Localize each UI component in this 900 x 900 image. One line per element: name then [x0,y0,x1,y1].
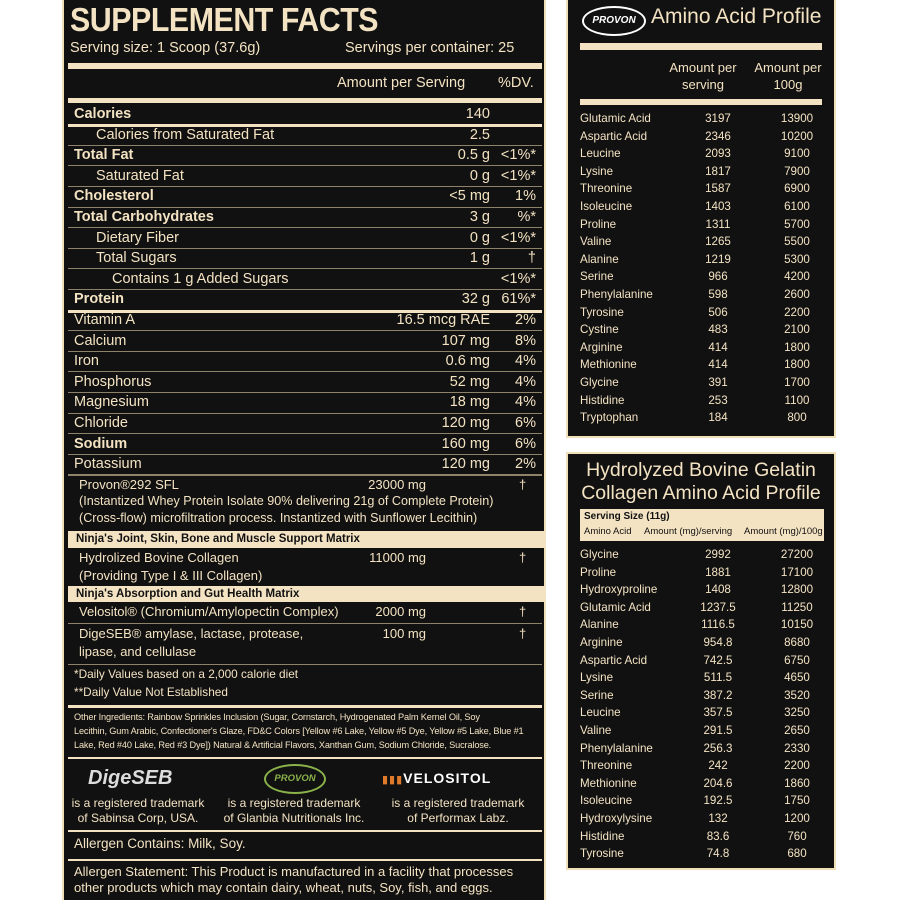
amino-serving: 253 [708,393,728,407]
allergen-contains: Allergen Contains: Milk, Soy. [74,836,246,851]
amino-row [580,374,830,392]
amino-title-rule [580,43,822,50]
amino-name: Histidine [580,393,625,407]
amino-row [580,599,830,617]
nutrient-row [68,248,542,269]
amino-per100: 8680 [784,636,810,649]
nutrient-name: Iron [74,353,99,370]
panel-title: SUPPLEMENT FACTS [70,1,379,38]
nutrient-row [68,104,542,125]
nutrient-amount: 2.5 [469,126,490,143]
amino-row [580,722,830,740]
amino-row [580,810,830,828]
nutrient-name: Contains 1 g Added Sugars [112,270,289,287]
amino-serving: 1219 [705,252,731,266]
amino-serving: 291.5 [703,724,733,737]
provon-dv: † [519,477,527,492]
amino-name: Alanine [580,252,619,266]
nutrient-amount: 120 mg [441,415,490,431]
nutrient-amount: 0 g [469,229,490,246]
matrix1-title: Ninja's Joint, Skin, Bone and Muscle Support Matrix [68,531,546,548]
amino-name: Valine [580,235,612,249]
amino-name: Threonine [580,759,633,773]
amino-per100: 1860 [784,776,810,790]
amino-row [580,775,830,793]
nutrient-name: Cholesterol [74,188,154,205]
amino-per100: 1750 [784,794,810,808]
nutrient-amount: 3 g [469,209,490,225]
nutrient-amount: 32 g [461,291,490,308]
nutrient-amount: 120 mg [441,456,490,473]
amino-per100: 11250 [781,600,813,614]
amino-name: Phenylalanine [580,741,653,755]
amino-per100: 2600 [784,288,810,301]
velositol-dv: † [519,604,527,619]
amino-serving: 1881 [705,565,731,579]
amino-serving: 511.5 [703,671,733,685]
amino-serving: 1403 [705,200,731,213]
nutrient-name: Magnesium [74,394,149,411]
amino-row [580,145,830,163]
amino-serving: 1116.5 [701,618,735,632]
amino-name: Methionine [580,776,637,790]
amino-row [580,128,830,146]
row-divider [68,475,542,476]
amino-serving: 598 [708,288,728,301]
amino-per100: 800 [787,411,807,425]
amino-serving: 357.5 [703,706,733,720]
amino-row [580,110,830,128]
nutrient-amount: 16.5 mcg RAE [396,312,490,328]
digeseb-logo-text: DigeSEB [88,767,173,789]
amino-row [580,321,830,339]
nutrient-amount: 0.5 g [457,147,490,164]
amino-row [580,828,830,846]
other-ingredients-3: Lake, Red #40 Lake, Red #3 Dye]) Natural & Artificial Flavors, Xanthan Gum, Sodium Chloride, Sucralose. [74,740,492,750]
amino-name: Aspartic Acid [580,129,648,143]
collagen-name: Hydrolized Bovine Collagen [79,550,239,565]
amino-row [580,392,830,410]
amino-name: Alanine [580,618,619,632]
footnote-not-established: **Daily Value Not Established [74,685,228,699]
amino-name: Serine [580,270,614,284]
collagen-title-2: Collagen Amino Acid Profile [581,482,821,504]
amino-row [580,845,830,863]
nutrient-amount: 107 mg [441,332,490,349]
amino-name: Isoleucine [580,200,633,213]
nutrient-row [68,166,542,187]
nutrient-dv: 4% [515,373,536,390]
amino-per100: 9100 [784,147,810,161]
amino-per100: 1700 [784,376,810,389]
collagen-col0-header: Amino Acid [584,526,632,537]
trademarks-rule [68,830,542,832]
amino-row [580,268,830,286]
nutrient-row [68,310,542,331]
amino-row [580,546,830,564]
amino-name: Tyrosine [580,305,624,319]
allergen-statement-1: Allergen Statement: This Product is manufactured in a facility that processes [74,864,514,879]
amino-row [580,233,830,251]
amino-row [580,792,830,810]
provon-name: Provon®292 SFL [79,477,179,492]
velositol-amount: 2000 mg [375,604,426,619]
amino-serving: 1408 [705,583,731,597]
nutrient-name: Phosphorus [74,373,152,390]
collagen-title-1: Hydrolyzed Bovine Gelatin [586,459,816,481]
amino-per100: 1100 [784,393,810,407]
amino-row [580,180,830,198]
amino-name: Isoleucine [580,794,633,808]
nutrient-amount: <5 mg [449,188,490,205]
nutrient-dv: 1% [515,188,536,205]
nutrient-amount: 52 mg [449,373,490,390]
other-ingredients-1: Other Ingredients: Rainbow Sprinkles Inclusion (Sugar, Cornstarch, Hydrogenated Palm Kernel Oil, Soy [74,712,480,722]
trademark-1-line-2: of Sabinsa Corp, USA. [77,811,199,825]
amino-serving: 3197 [705,112,731,125]
amino-name: Serine [580,688,614,702]
amino-row [580,669,830,687]
amino-name: Glycine [580,376,619,389]
amino-serving: 2093 [705,147,731,161]
amino-row [580,687,830,705]
amino-serving: 2992 [705,548,731,561]
amino-serving: 954.8 [703,636,733,649]
trademark-2-line-1: is a registered trademark [227,796,361,810]
amino-row [580,409,830,427]
nutrient-row [68,331,542,352]
amino-row [580,356,830,374]
provon-description-2: (Cross-flow) microfiltration process. Instantized with Sunflower Lecithin) [79,511,478,525]
collagen-description: (Providing Type I & III Collagen) [79,568,263,583]
supplement-facts-panel [62,0,546,900]
digeseb-logo [88,767,172,790]
amino-col2-header-1: Amount per [754,60,822,75]
nutrient-row [68,125,542,146]
provon-logo-text: PROVON [274,773,316,784]
row-divider [68,623,542,624]
amino-serving: 74.8 [706,847,730,861]
nutrient-name: Chloride [74,415,128,431]
collagen-header-box [580,509,824,541]
amino-name: Methionine [580,358,637,372]
amino-name: Leucine [580,147,621,161]
amino-name: Lysine [580,671,614,685]
nutrient-row [68,145,542,166]
amino-per100: 13900 [780,112,814,125]
nutrient-name: Total Fat [74,147,134,164]
nutrient-dv: <1%* [500,229,536,246]
amino-serving: 192.5 [703,794,733,808]
nutrient-amount: 160 mg [441,435,490,452]
amino-header-rule [580,99,822,105]
amino-serving: 506 [708,305,728,319]
amino-serving: 391 [708,376,728,389]
amino-row [580,564,830,582]
provon-logo-text: PROVON [592,15,636,26]
amino-row [580,198,830,216]
amino-name: Arginine [580,636,623,649]
amino-name: Proline [580,217,617,231]
nutrient-row [68,186,542,207]
collagen-amount: 11000 mg [369,550,426,565]
nutrient-dv: 4% [515,394,536,411]
amino-serving: 966 [708,270,728,284]
amino-per100: 2200 [784,759,810,773]
collagen-profile-panel [566,452,836,870]
amino-serving: 483 [708,323,728,337]
amino-per100: 5500 [784,235,810,249]
provon-amount: 23000 mg [368,477,426,492]
amino-per100: 6750 [784,653,810,667]
amino-per100: 5700 [784,217,810,231]
amino-per100: 27200 [780,548,814,561]
amino-serving: 2346 [705,129,731,143]
nutrient-row [68,413,542,434]
amino-row [580,704,830,722]
nutrient-dv: <1%* [500,167,536,184]
amino-serving: 1237.5 [700,600,736,614]
amino-per100: 10150 [780,618,814,632]
amino-serving: 742.5 [703,653,733,667]
matrix2-title: Ninja's Absorption and Gut Health Matrix [68,586,546,602]
trademark-3-line-1: is a registered trademark [391,796,525,810]
nutrient-name: Total Carbohydrates [74,209,214,225]
nutrient-row [68,289,542,310]
amino-serving: 1817 [705,164,731,178]
amino-name: Histidine [580,829,625,843]
amino-per100: 2100 [784,323,810,337]
ingredients-rule [68,757,542,759]
nutrient-dv: <1%* [500,147,536,164]
nutrient-name: Saturated Fat [96,167,184,184]
nutrient-row [68,454,542,475]
amino-serving: 1587 [705,182,731,196]
collagen-dv: † [519,550,527,565]
servings-per-container: Servings per container: 25 [345,40,515,56]
nutrient-name: Total Sugars [96,250,177,267]
nutrient-name: Protein [74,291,124,308]
amino-per100: 12800 [780,583,814,597]
amino-row [580,581,830,599]
nutrient-row [68,351,542,372]
col-amount-header: Amount per Serving [337,75,466,91]
amino-row [580,740,830,758]
amino-serving: 204.6 [703,776,733,790]
provon-logo [264,764,326,794]
nutrient-dv: 6% [515,435,536,452]
amino-col2-header-2: 100g [773,77,803,92]
nutrient-amount: 140 [465,106,490,122]
footnote-rule [68,705,542,708]
amino-serving: 132 [708,812,728,825]
amino-per100: 2200 [784,305,810,319]
amino-name: Hydroxyproline [580,583,658,597]
amino-per100: 7900 [784,164,810,178]
allergen-rule [68,859,542,861]
amino-per100: 1800 [784,340,810,354]
amino-serving: 414 [708,358,728,372]
amino-serving: 1311 [705,217,731,231]
collagen-col2-header: Amount (mg)/100g [744,526,823,537]
nutrient-row [68,434,542,455]
collagen-serving-size: Serving Size (11g) [584,511,670,522]
velositol-name: Velositol® (Chromium/Amylopectin Complex) [79,604,339,619]
amino-per100: 1800 [784,358,810,372]
allergen-statement-2: other products which may contain dairy, wheat, nuts, Soy, fish, and eggs. [74,880,493,895]
amino-name: Aspartic Acid [580,653,648,667]
amino-name: Lysine [580,164,614,178]
nutrient-dv: %* [517,209,536,225]
digeseb-name-2: lipase, and cellulase [79,644,197,659]
amino-row [580,163,830,181]
nutrient-amount: 18 mg [449,394,490,411]
amino-row [580,339,830,357]
amino-serving: 256.3 [703,741,733,755]
amino-name: Leucine [580,706,621,720]
amino-name: Tyrosine [580,847,624,861]
amino-name: Tryptophan [580,411,639,425]
digeseb-amount: 100 mg [382,626,426,641]
amino-row [580,634,830,652]
amino-per100: 6900 [784,182,810,196]
velositol-logo [382,770,491,786]
serving-size: Serving size: 1 Scoop (37.6g) [70,40,261,56]
digeseb-dv: † [519,626,527,641]
provon-logo [582,6,646,36]
nutrient-dv: <1%* [500,270,536,287]
amino-row [580,251,830,269]
amino-row [580,286,830,304]
amino-name: Arginine [580,340,623,354]
other-ingredients-2: Lecithin, Gum Arabic, Confectioner's Glaze, FD&C Colors [Yellow #6 Lake, Yellow #5 Dye, Yellow #5 Lake, Blue #1 [74,726,524,736]
amino-per100: 2330 [784,741,810,755]
nutrient-name: Vitamin A [74,312,135,328]
amino-per100: 2650 [784,724,810,737]
nutrient-row [68,207,542,228]
nutrient-name: Sodium [74,435,128,452]
nutrient-name: Calcium [74,332,127,349]
row-divider [68,664,542,665]
nutrient-row [68,228,542,249]
trademark-3-line-2: of Performax Labz. [407,811,509,825]
amino-serving: 83.6 [706,829,730,843]
nutrient-dv: 2% [515,456,536,473]
nutrient-amount: 0 g [469,167,490,184]
nutrient-name: Dietary Fiber [96,229,179,246]
amino-name: Valine [580,724,612,737]
amino-per100: 6100 [784,200,810,213]
amino-row [580,216,830,234]
provon-description-1: (Instantized Whey Protein Isolate 90% delivering 21g of Complete Protein) [79,494,494,508]
nutrient-name: Potassium [74,456,142,473]
amino-row [580,757,830,775]
amino-per100: 5300 [784,252,810,266]
amino-name: Proline [580,565,617,579]
amino-row [580,304,830,322]
nutrient-dv: 2% [515,312,536,328]
nutrient-row [68,372,542,393]
amino-serving: 242 [708,759,728,773]
nutrient-name: Calories from Saturated Fat [96,126,275,143]
header-rule [68,98,542,103]
title-rule [68,63,542,69]
amino-per100: 17100 [780,565,814,579]
amino-per100: 1200 [784,812,810,825]
nutrient-name: Calories [74,106,132,122]
amino-name: Phenylalanine [580,288,653,301]
velositol-bars-icon: ▮▮▮ [382,774,404,786]
nutrient-dv: 61%* [501,291,536,308]
amino-acid-profile-panel [566,0,836,438]
amino-profile-title: Amino Acid Profile [651,5,822,28]
amino-row [580,652,830,670]
amino-serving: 184 [708,411,728,425]
amino-name: Threonine [580,182,633,196]
amino-name: Cystine [580,323,619,337]
amino-name: Glutamic Acid [580,112,651,125]
nutrient-row [68,392,542,413]
amino-per100: 4650 [784,671,810,685]
nutrient-row [68,269,542,290]
amino-serving: 414 [708,340,728,354]
amino-per100: 3250 [784,706,810,720]
nutrient-amount: 1 g [469,250,490,267]
collagen-col1-header: Amount (mg)/serving [644,526,733,537]
velositol-logo-text: VELOSITOL [403,770,492,786]
amino-col1-header-1: Amount per [669,60,737,75]
trademark-2-line-2: of Glanbia Nutritionals Inc. [223,811,365,825]
digeseb-name-1: DigeSEB® amylase, lactase, protease, [79,626,304,641]
trademark-1-line-1: is a registered trademark [71,796,205,810]
amino-name: Glycine [580,548,619,561]
amino-per100: 680 [787,847,807,861]
footnote-daily-values: *Daily Values based on a 2,000 calorie diet [74,667,299,681]
amino-per100: 760 [787,829,807,843]
amino-serving: 1265 [705,235,731,249]
amino-per100: 10200 [780,129,814,143]
amino-per100: 3520 [784,688,810,702]
nutrient-dv: 4% [515,353,536,370]
nutrient-dv: 8% [515,332,536,349]
amino-col1-header-2: serving [682,77,724,92]
amino-name: Glutamic Acid [580,600,651,614]
nutrient-dv: † [527,250,536,267]
amino-name: Hydroxylysine [580,812,653,825]
amino-row [580,616,830,634]
nutrient-amount: 0.6 mg [445,353,490,370]
col-dv-header: %DV. [498,75,534,91]
amino-serving: 387.2 [703,688,733,702]
amino-per100: 4200 [784,270,810,284]
nutrient-dv: 6% [515,415,536,431]
